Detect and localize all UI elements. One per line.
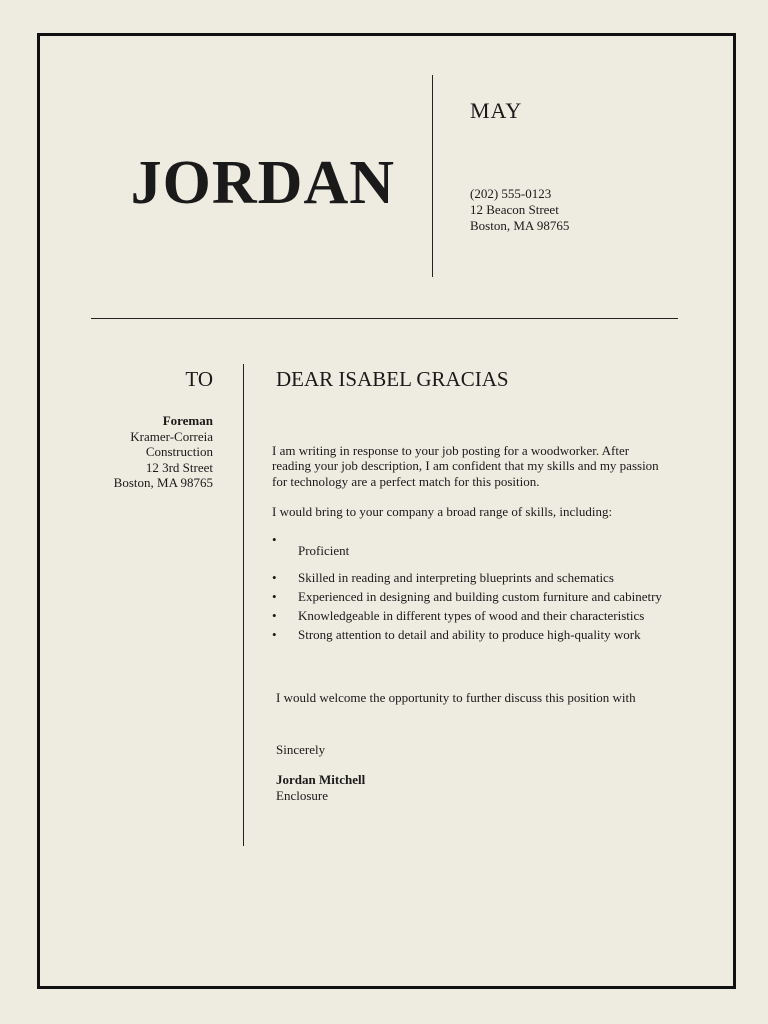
bullet-icon: • <box>272 570 277 585</box>
recipient-street: 12 3rd Street <box>145 459 213 475</box>
list-item-text: Skilled in reading and interpreting blueprints and schematics <box>298 570 614 585</box>
list-item-text: Experienced in designing and building custom furniture and cabinetry <box>298 589 662 604</box>
list-item <box>272 627 652 645</box>
header-divider-horizontal <box>91 318 678 319</box>
skills-list <box>272 532 662 647</box>
bullet-icon: • <box>272 608 277 623</box>
header-divider-vertical <box>432 75 433 277</box>
list-item-text: Strong attention to detail and ability to produce high-quality work <box>298 627 641 642</box>
enclosure-note: Enclosure <box>276 788 328 803</box>
to-label: TO <box>185 367 213 391</box>
recipient-company-line2: Construction <box>145 444 213 459</box>
first-name-heading: JORDAN <box>130 149 395 217</box>
bullet-icon: • <box>272 627 277 642</box>
last-name-heading: MAY <box>470 98 523 123</box>
recipient-block <box>80 413 213 491</box>
city-state-zip: Boston, MA 98765 <box>470 218 570 233</box>
recipient-company: Kramer-Correia <box>130 428 213 444</box>
bullet-icon: • <box>272 532 277 547</box>
list-item <box>272 532 652 558</box>
phone-number: (202) 555-0123 <box>470 186 552 201</box>
body-divider-vertical <box>243 364 244 846</box>
paragraph-skills-intro: I would bring to your company a broad range of skills, including: <box>272 504 613 519</box>
list-item <box>272 570 652 588</box>
list-item-text: Proficient <box>298 543 350 558</box>
greeting: DEAR ISABEL GRACIAS <box>276 367 509 391</box>
list-item <box>272 608 652 626</box>
recipient-title: Foreman <box>162 413 213 428</box>
bullet-icon: • <box>272 589 277 604</box>
street-address: 12 Beacon Street <box>470 202 559 217</box>
signer-name: Jordan Mitchell <box>276 772 366 787</box>
closing-paragraph: I would welcome the opportunity to further discuss this position with <box>276 690 636 705</box>
recipient-city: Boston, MA 98765 <box>113 475 213 490</box>
paragraph-intro: I am writing in response to your job posting for a woodworker. After reading your job description, I am confident that my skills and my passion for technology are a perfect match for this position. <box>272 443 659 489</box>
contact-info <box>470 186 570 234</box>
sign-off: Sincerely <box>276 742 326 757</box>
list-item <box>272 589 662 607</box>
list-item-text: Knowledgeable in different types of wood and their characteristics <box>298 608 645 623</box>
